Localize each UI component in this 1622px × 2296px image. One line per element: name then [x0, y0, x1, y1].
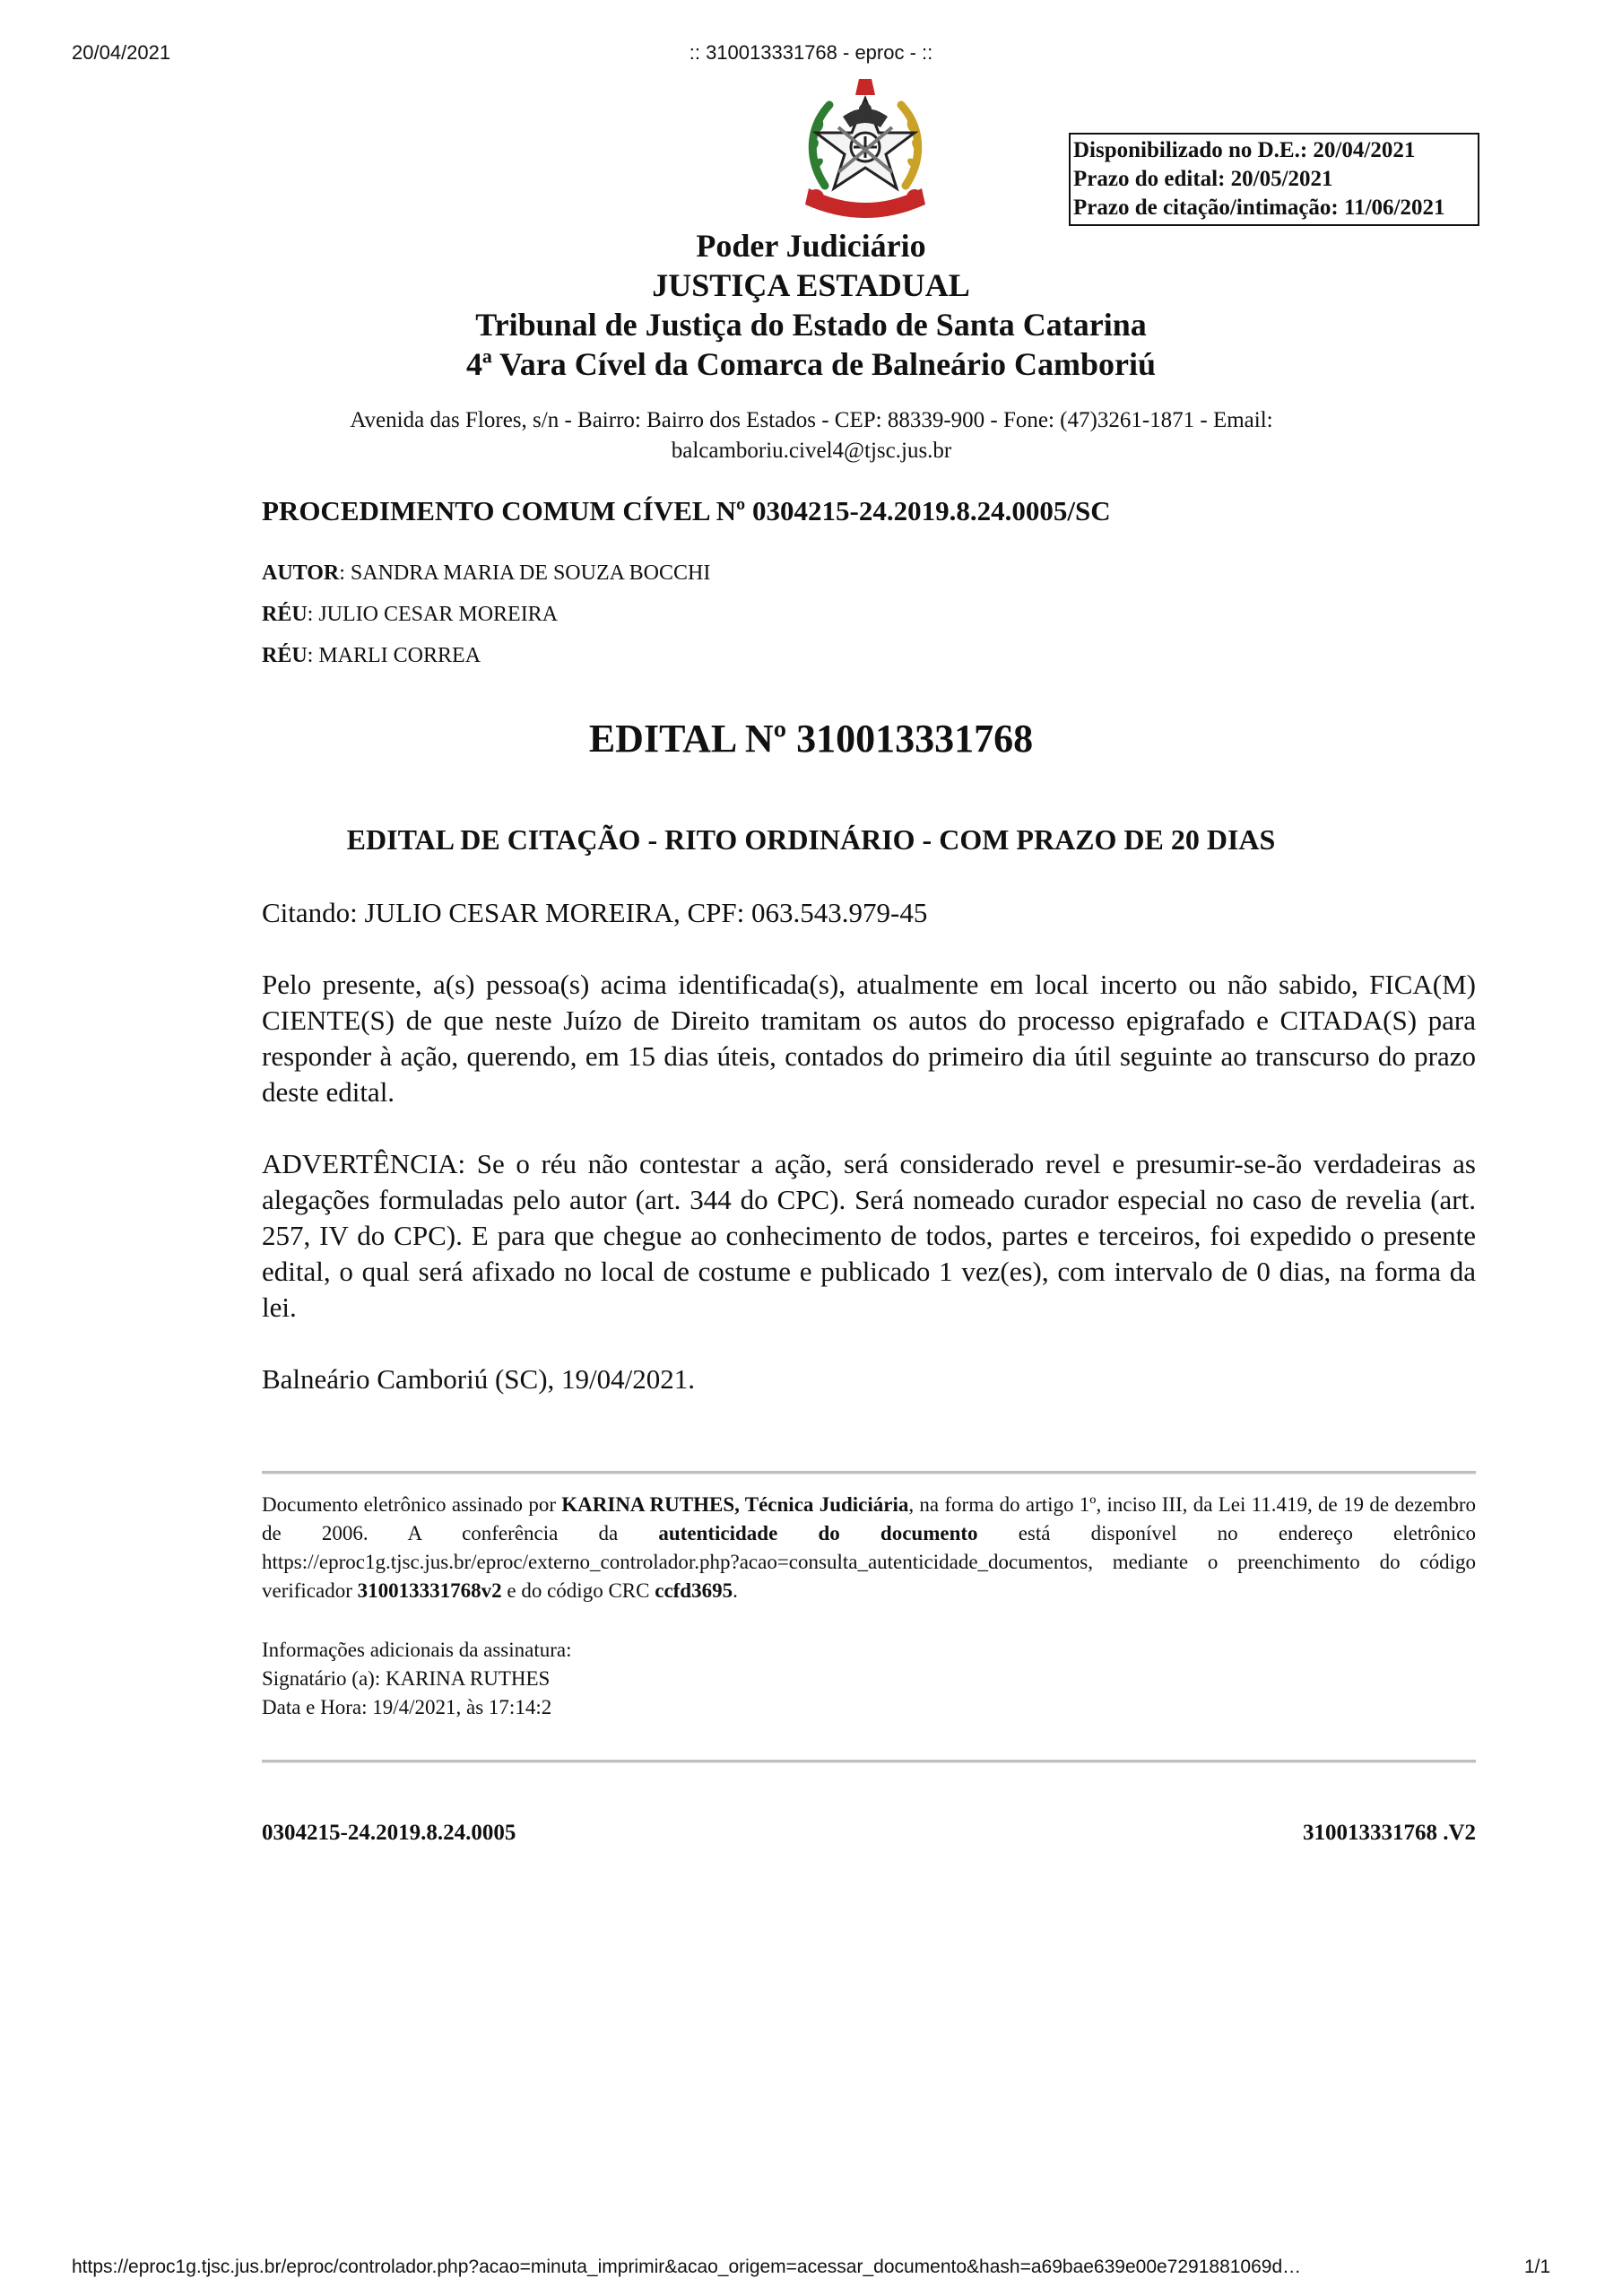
court-line-1: Poder Judiciário [696, 228, 926, 264]
footer-document-id: 310013331768 .V2 [1302, 1821, 1476, 1845]
print-date: 20/04/2021 [72, 41, 171, 64]
party-role: RÉU [262, 644, 308, 667]
party-name: : MARLI CORREA [307, 644, 481, 667]
party-defendant [262, 635, 710, 676]
court-line-2: JUSTIÇA ESTADUAL [652, 267, 970, 303]
signature-info-title: Informações adicionais da assinatura: [262, 1639, 572, 1661]
sig-text: , na forma do artigo 1º, inciso III, da Lei 11.419, de 19 de dezembro de 2006. A conferência da [262, 1493, 1476, 1544]
sig-text: e do código CRC [501, 1579, 655, 1602]
party-role: AUTOR [262, 561, 340, 585]
coat-of-arms-icon [798, 74, 932, 224]
print-page-number: 1/1 [1524, 2257, 1551, 2277]
sig-text: está disponível no endereço eletrônico https://eproc1g.tjsc.jus.br/eproc/externo_controlador.php?acao=consulta_autenticidade_documentos, mediante o preenchimento do código verificador [262, 1522, 1476, 1602]
address-line-2: balcamboriu.civel4@tjsc.jus.br [671, 439, 952, 463]
citation-deadline: Prazo de citação/intimação: 11/06/2021 [1073, 196, 1445, 220]
publication-date: Disponibilizado no D.E.: 20/04/2021 [1073, 138, 1416, 162]
publication-dates-box [1069, 133, 1479, 226]
footer-process-number: 0304215-24.2019.8.24.0005 [262, 1821, 516, 1845]
party-defendant [262, 594, 710, 635]
court-line-4: 4ª Vara Cível da Comarca de Balneário Camboriú [465, 346, 1157, 382]
signature-info-signer: Signatário (a): KARINA RUTHES [262, 1667, 551, 1690]
address-line-1: Avenida das Flores, s/n - Bairro: Bairro dos Estados - CEP: 88339-900 - Fone: (47)3261-1871 - Email: [350, 408, 1273, 432]
signer-name: KARINA RUTHES, Técnica Judiciária [561, 1493, 909, 1516]
party-author [262, 552, 710, 594]
print-title: :: 310013331768 - eproc - :: [689, 41, 933, 64]
procedure-number: PROCEDIMENTO COMUM CÍVEL Nº 0304215-24.2019.8.24.0005/SC [262, 495, 1111, 526]
place-date: Balneário Camboriú (SC), 19/04/2021. [262, 1363, 696, 1395]
sig-text: Documento eletrônico assinado por [262, 1493, 562, 1516]
edital-deadline: Prazo do edital: 20/05/2021 [1073, 167, 1333, 191]
sig-text: . [733, 1579, 738, 1602]
edital-paragraph-1: Pelo presente, a(s) pessoa(s) acima identificada(s), atualmente em local incerto ou não sabido, FICA(M) CIENTE(S) de que neste Juízo de Direito tramitam os autos do processo epigrafado e CITADA(S) para responder à ação, querendo, em 15 dias úteis, contados do primeiro dia útil seguinte ao transcurso do prazo deste edital. [262, 969, 1476, 1108]
parties-list [262, 552, 710, 676]
edital-number: EDITAL Nº 310013331768 [588, 717, 1034, 761]
signature-info-datetime: Data e Hora: 19/4/2021, às 17:14:2 [262, 1696, 552, 1718]
divider [262, 1760, 1476, 1763]
court-address [323, 405, 1300, 466]
party-name: : JULIO CESAR MOREIRA [307, 603, 559, 626]
authenticity-label: autenticidade do documento [658, 1522, 978, 1544]
signature-statement [262, 1491, 1476, 1605]
edital-subtitle: EDITAL DE CITAÇÃO - RITO ORDINÁRIO - COM PRAZO DE 20 DIAS [346, 823, 1276, 856]
court-line-3: Tribunal de Justiça do Estado de Santa Catarina [475, 307, 1147, 343]
crc-code: ccfd3695 [655, 1579, 733, 1602]
verification-code: 310013331768v2 [357, 1579, 502, 1602]
print-footer-url: https://eproc1g.tjsc.jus.br/eproc/controlador.php?acao=minuta_imprimir&acao_origem=acessar_documento&hash=a69bae639e00e7291881069d… [72, 2257, 1302, 2277]
signature-info [262, 1636, 572, 1722]
citando-line: Citando: JULIO CESAR MOREIRA, CPF: 063.543.979-45 [262, 897, 928, 928]
print-header [0, 41, 1622, 68]
divider [262, 1471, 1476, 1474]
party-role: RÉU [262, 603, 308, 626]
party-name: : SANDRA MARIA DE SOUZA BOCCHI [339, 561, 711, 585]
court-header [0, 226, 1622, 384]
edital-paragraph-2: ADVERTÊNCIA: Se o réu não contestar a ação, será considerado revel e presumir-se-ão verdadeiras as alegações formuladas pelo autor (art. 344 do CPC). Será nomeado curador especial no caso de revelia (art. 257, IV do CPC). E para que chegue ao conhecimento de todos, partes e terceiros, foi expedido o presente edital, o qual será afixado no local de costume e publicado 1 vez(es), com intervalo de 0 dias, na forma da lei. [262, 1148, 1476, 1323]
